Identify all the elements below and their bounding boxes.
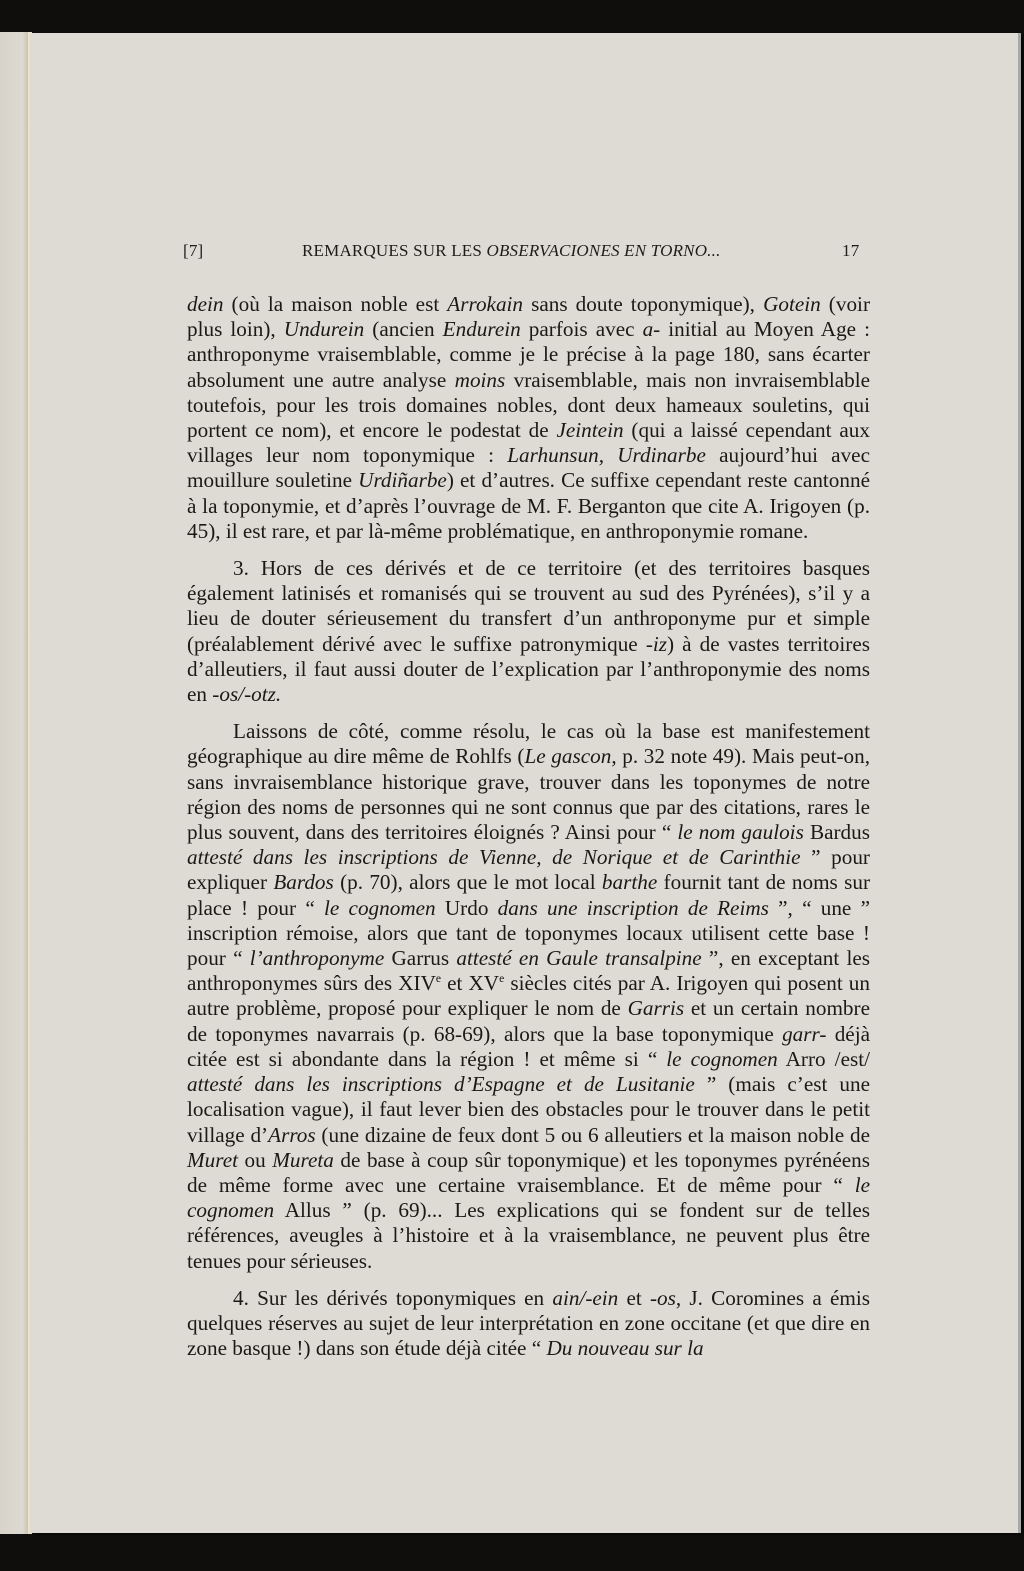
text-run: et	[618, 1285, 650, 1310]
text-run: (une dizaine de feux dont 5 ou 6 alleutiers et la maison noble de	[315, 1122, 871, 1147]
text-run: sans doute toponymique),	[523, 292, 764, 316]
text-run: siècles cités par A. Irigoyen qui posent un autre problème, proposé pour expliquer le nom de	[187, 971, 870, 1021]
italic-run: attesté en Gaule transalpine	[456, 946, 702, 971]
text-run: ” pour expliquer	[187, 845, 870, 895]
text-run: Garrus	[384, 946, 457, 971]
italic-run: Arrokain	[447, 292, 524, 316]
book-page	[30, 33, 1018, 1533]
text-run: (ancien	[364, 317, 443, 342]
facing-page-edge	[0, 32, 28, 1534]
text-run: aujourd’hui avec mouillure souletine	[187, 443, 870, 493]
text-run: ”, “ une ” inscription rémoise, alors que tant de toponymes locaux utilisent cette base ! pour “	[187, 895, 870, 971]
italic-run: dein	[187, 292, 224, 316]
italic-run: Endurein	[442, 317, 521, 342]
text-run: déjà citée est si abondante dans la région ! et même si “	[187, 1021, 870, 1071]
italic-run: -os	[650, 1285, 676, 1310]
text-run: vraisemblable, mais non invraisemblable toutefois, pour les trois domaines nobles, dont deux hameaux souletins, qui portent ce nom), et encore le podestat de	[187, 367, 870, 443]
text-run: (où la maison noble est	[223, 292, 448, 316]
italic-run: attesté dans les inscriptions de Vienne, de Norique et de Carinthie	[187, 845, 801, 870]
text-run: (qui a laissé cependant aux villages leur nom toponymique :	[187, 418, 870, 468]
body-text	[187, 292, 870, 1361]
italic-run: Mureta	[272, 1147, 334, 1172]
text-run: ” (mais c’est une localisation vague), il faut lever bien des obstacles pour le trouver dans le petit village d’	[187, 1072, 870, 1147]
italic-run: ain/-ein	[552, 1285, 619, 1310]
page-number: 17	[842, 241, 860, 260]
italic-run: dans une inscription de Reims	[497, 895, 769, 920]
text-run: ”, en exceptant les anthroponymes sûrs des XIV	[187, 946, 871, 996]
text-run: Bardus	[803, 820, 870, 845]
paragraph	[187, 719, 870, 1273]
superscript: e	[435, 972, 442, 986]
italic-run: Larhunsun, Urdinarbe	[507, 443, 706, 468]
running-title-roman: REMARQUES SUR LES	[302, 241, 487, 260]
italic-run: attesté dans les inscriptions d’Espagne et de Lusitanie	[187, 1072, 695, 1097]
italic-run: garr-	[782, 1021, 827, 1046]
italic-run: Muret	[187, 1147, 238, 1172]
text-run: initial au Moyen Age : anthroponyme vraisemblable, comme je le précise à la page 180, sans écarter absolument une autre analyse	[187, 317, 871, 392]
italic-run: Arros	[268, 1122, 316, 1147]
superscript: e	[499, 972, 505, 986]
paragraph	[187, 292, 870, 544]
italic-run: -os/-otz.	[212, 682, 282, 707]
running-title	[302, 241, 721, 261]
italic-run: le cognomen	[666, 1046, 778, 1071]
text-run: (voir plus loin),	[187, 292, 870, 342]
italic-run: l’anthroponyme	[249, 946, 385, 971]
text-run: Arro /est/	[777, 1046, 870, 1071]
text-run: 4. Sur les dérivés toponymiques en	[233, 1285, 553, 1310]
italic-run: moins	[454, 367, 506, 392]
italic-run: le nom gaulois	[677, 820, 804, 845]
text-run: parfois avec	[520, 317, 643, 342]
text-run: , J. Coromines a émis quelques réserves au sujet de leur interprétation en zone occitane (et que dire en zone basque !) dans son étude déjà citée “	[187, 1285, 870, 1361]
italic-run: Bardos	[273, 870, 334, 895]
text-run: (p. 70), alors que le mot local	[333, 870, 602, 895]
italic-run: Undurein	[283, 317, 365, 342]
text-run: , p. 32 note 49). Mais peut-on, sans invraisemblance historique grave, trouver dans les toponymes de notre région des noms de personnes qui ne sont connus que par des citations, rares le plus souvent, dans des territoires éloignés ? Ainsi pour “	[187, 744, 870, 845]
text-run: ) à de vastes territoires d’alleutiers, il faut aussi douter de l’explication par l’anthroponymie des noms en	[187, 631, 870, 707]
italic-run: Gotein	[763, 292, 821, 316]
paragraph	[187, 556, 870, 707]
section-marker: [7]	[183, 241, 204, 260]
text-run: Urdo	[435, 895, 498, 920]
italic-run: barthe	[601, 870, 658, 895]
paragraph	[187, 1286, 870, 1362]
text-run: ) et d’autres. Ce suffixe cependant reste cantonné à la toponymie, et d’après l’ouvrage de M. F. Berganton que cite A. Irigoyen (p. 45), il est rare, et par là-même problématique, en anthroponymie romane.	[187, 468, 870, 543]
text-run: et un certain nombre de toponymes navarrais (p. 68-69), alors que la base toponymique	[187, 996, 870, 1046]
italic-run: Jeintein	[556, 418, 624, 443]
italic-run: Urdiñarbe	[358, 468, 447, 493]
running-title-italic: OBSERVACIONES EN TORNO...	[486, 241, 721, 260]
italic-run: Du nouveau sur la	[546, 1336, 704, 1361]
text-run: et XV	[441, 971, 500, 996]
italic-run: -iz	[645, 631, 667, 656]
italic-run: Le gascon	[524, 744, 612, 769]
italic-run: a-	[642, 317, 661, 342]
text-run: 3. Hors de ces dérivés et de ce territoire (et des territoires basques également latinisés et romanisés qui se trouvent au sud des Pyrénées), s’il y a lieu de douter sérieusement du transfert d’un anthroponyme pur et simple (préalablement dérivé avec le suffixe patronymique	[187, 556, 870, 656]
italic-run: le cognomen	[324, 895, 436, 920]
text-run: de base à coup sûr toponymique) et les toponymes pyrénéens de même forme avec une certaine vraisemblance. Et de même pour “	[187, 1147, 871, 1197]
text-run: fournit tant de noms sur place ! pour “	[187, 870, 870, 920]
text-run: ou	[238, 1147, 273, 1172]
text-run: Laissons de côté, comme résolu, le cas où la base est manifestement géographique au dire même de Rohlfs (	[187, 719, 870, 769]
italic-run: le cognomen	[187, 1172, 870, 1223]
italic-run: Garris	[627, 996, 685, 1021]
text-run: Allus ” (p. 69)... Les explications qui se fondent sur de telles références, aveugles à l’histoire et à la vraisemblance, ne peuvent plus être tenues pour sérieuses.	[187, 1198, 870, 1273]
